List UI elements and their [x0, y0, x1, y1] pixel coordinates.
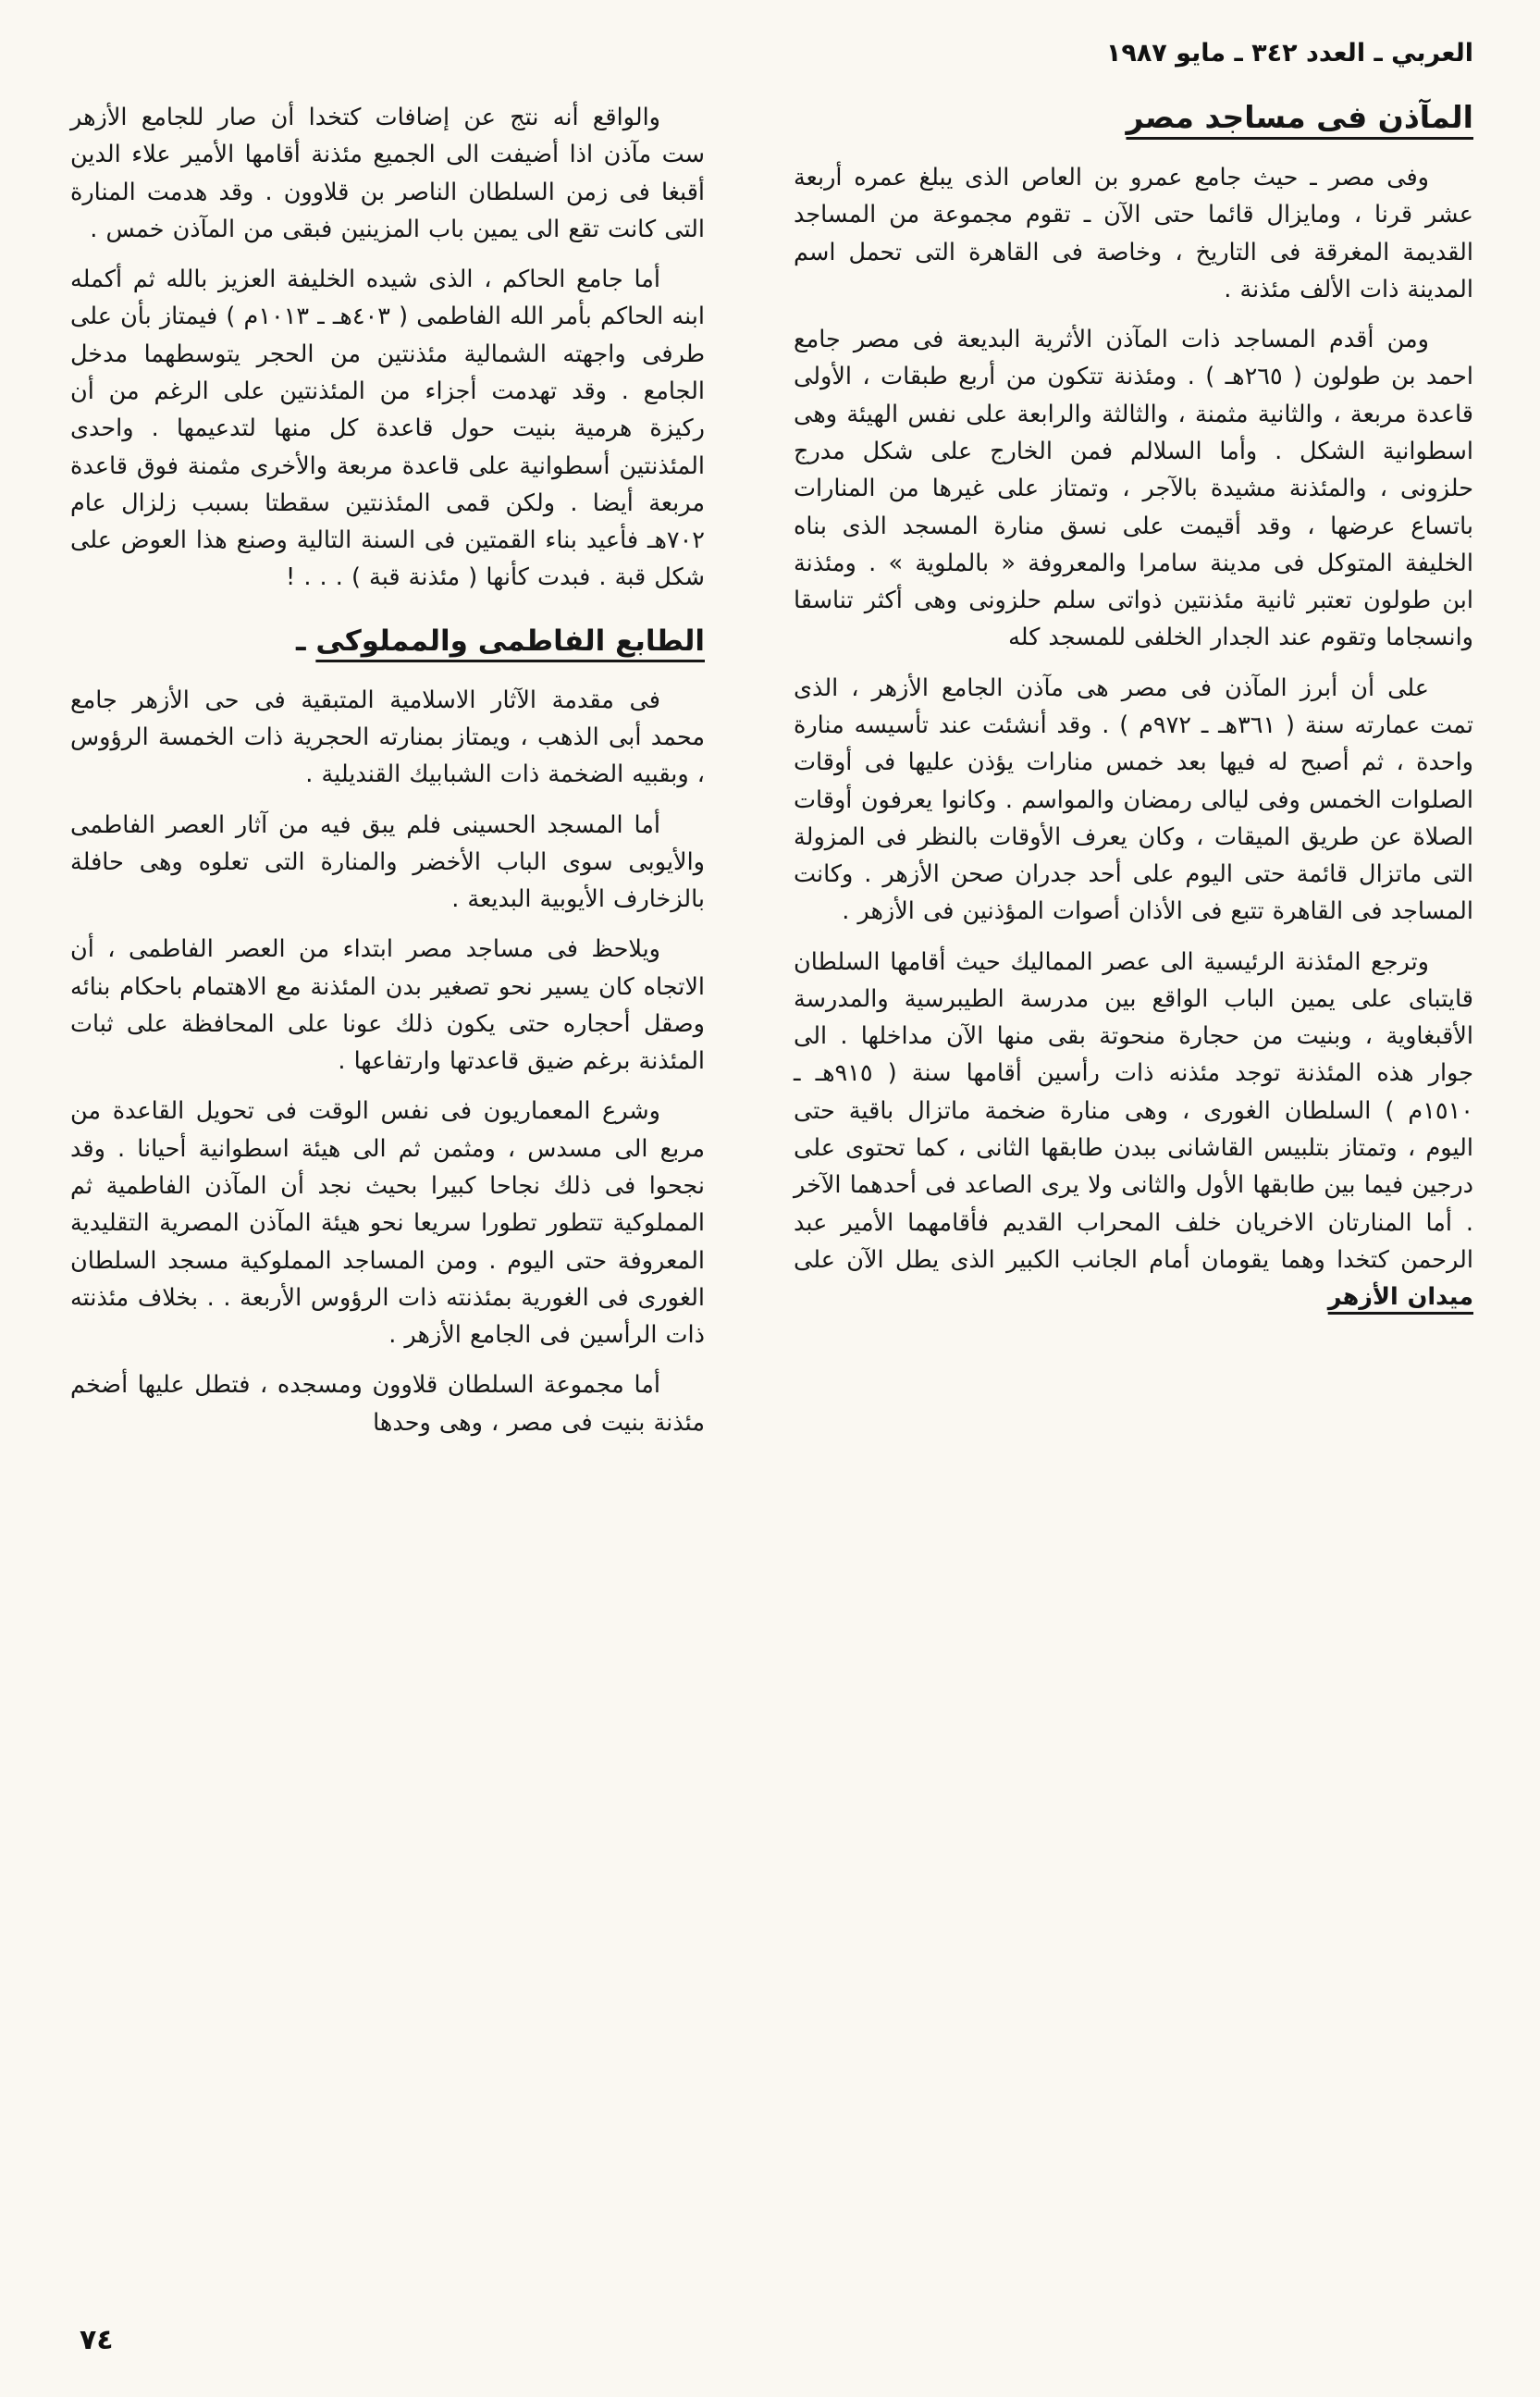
- column-right: [794, 99, 1473, 1328]
- paragraph: فى مقدمة الآثار الاسلامية المتبقية فى حى الأزهر جامع محمد أبى الذهب ، ويمتاز بمنارته الحجرية ذات الخمسة الرؤوس ، وبقبيه الضخمة ذات الشبابيك القنديلية .: [70, 686, 705, 789]
- paragraph: والواقع أنه نتج عن إضافات كتخدا أن صار للجامع الأزهر ست مآذن اذا أضيفت الى الجميع مئذنة أقامها الأمير علاء الدين أقبغا فى زمن السلطان الناصر بن قلاوون . وقد هدمت المنارة التى كانت تقع الى يمين باب المزينين فبقى من المآذن خمس .: [70, 104, 705, 243]
- paragraph: ويلاحظ فى مساجد مصر ابتداء من العصر الفاطمى ، أن الاتجاه كان يسير نحو تصغير بدن المئذنة مع الاهتمام باحكام بنائه وصقل أحجاره حتى يكون ذلك عونا على المحافظة على ثبات المئذنة برغم ضيق قاعدتها وارتفاعها .: [70, 935, 705, 1076]
- section-subheading: [70, 624, 705, 658]
- article-columns: [65, 99, 1473, 1454]
- emphasized-text: ميدان الأزهر: [1327, 1283, 1473, 1312]
- subheading-text: الطابع الفاطمى والمملوكى: [315, 624, 705, 658]
- paragraph: وشرع المعماريون فى نفس الوقت فى تحويل القاعدة من مربع الى مسدس ، ومثمن ثم الى هيئة اسطوانية أحيانا . وقد نجحوا فى ذلك نجاحا كبيرا بحيث نجد أن المآذن الفاطمية ثم المملوكية تتطور تطورا سريعا نحو هيئة المآذن المصرية التقليدية المعروفة حتى اليوم . ومن المساجد المملوكية مسجد السلطان الغورى فى الغورية بمئذنته ذات الرؤوس الأربعة . . بخلاف مئذنته ذات الرأسين فى الجامع الأزهر .: [70, 1097, 705, 1350]
- paragraph: وفى مصر ـ حيث جامع عمرو بن العاص الذى يبلغ عمره أربعة عشر قرنا ، ومايزال قائما حتى الآن ـ تقوم مجموعة من المساجد القديمة المغرقة فى التاريخ ، وخاصة فى القاهرة التى تحمل اسم المدينة ذات الألف مئذنة .: [794, 164, 1473, 303]
- column-left: [70, 99, 705, 1454]
- paragraph: [794, 944, 1473, 1316]
- page-title: المآذن فى مساجد مصر: [1126, 99, 1473, 135]
- paragraph: أما المسجد الحسينى فلم يبق فيه من آثار العصر الفاطمى والأيوبى سوى الباب الأخضر والمنارة التى تعلوه وهى حافلة بالزخارف الأيوبية البديعة .: [70, 810, 705, 914]
- paragraph: على أن أبرز المآذن فى مصر هى مآذن الجامع الأزهر ، الذى تمت عمارته سنة ( ٣٦١هـ ـ ٩٧٢م ) . وقد أنشئت عند تأسيسه منارة واحدة ، ثم أصبح له فيها بعد خمس منارات يؤذن عليها فى أوقات الصلوات الخمس وفى ليالى رمضان والمواسم . وكانوا يعرفون أوقات الصلاة عن طريق الميقات ، وكان يعرف الأوقات بالنظر فى المزولة التى ماتزال قائمة حتى اليوم على أحد جدران صحن الأزهر . وكانت المساجد فى القاهرة تتبع فى الأذان أصوات المؤذنين فى الأزهر .: [794, 673, 1474, 926]
- paragraph: ومن أقدم المساجد ذات المآذن الأثرية البديعة فى مصر جامع احمد بن طولون ( ٢٦٥هـ ) . ومئذنة تتكون من أربع طبقات ، الأولى قاعدة مربعة ، والثانية مثمنة ، والثالثة والرابعة على نفس الهيئة وهى اسطوانية الشكل . وأما السلالم فمن الخارج على شكل مدرج حلزونى ، والمئذنة مشيدة بالآجر ، وتمتاز على غيرها من المنارات باتساع عرضها ، وقد أقيمت على نسق منارة المسجد الذى بناه الخليفة المتوكل فى مدينة سامرا والمعروفة « بالملوية » . ومئذنة ابن طولون تعتبر ثانية مئذنتين ذواتى سلم حلزونى وهى أكثر تناسقا وانسجاما وتقوم عند الجدار الخلفى للمسجد كله: [794, 326, 1473, 652]
- subheading-dash: ـ: [295, 624, 306, 658]
- paragraph: أما مجموعة السلطان قلاوون ومسجده ، فتطل عليها أضخم مئذنة بنيت فى مصر ، وهى وحدها: [70, 1371, 705, 1437]
- paragraph: أما جامع الحاكم ، الذى شيده الخليفة العزيز بالله ثم أكمله ابنه الحاكم بأمر الله الفاطمى ( ٤٠٣هـ ـ ١٠١٣م ) فيمتاز بأن على طرفى واجهته الشمالية مئذنتين من الحجر يتوسطهما مدخل الجامع . وقد تهدمت أجزاء من المئذنتين على الرغم من أن ركيزة هرمية بنيت حول قاعدة كل منها لتدعيمها . واحدى المئذنتين أسطوانية على قاعدة مربعة والأخرى مثمنة فوق قاعدة مربعة أيضا . ولكن قمى المئذنتين سقطتا بسبب زلزال عام ٧٠٢هـ فأعيد بناء القمتين فى السنة التالية وصنع هذا العوض على شكل قبة . فبدت كأنها ( مئذنة قبة ) . . . !: [70, 266, 705, 592]
- paragraph-text: وترجع المئذنة الرئيسية الى عصر المماليك حيث أقامها السلطان قايتباى على يمين الباب الواقع بين مدرسة الطيبرسية والمدرسة الأقبغاوية ، وبنيت من حجارة منحوتة بقى منها الآن مداخلها . الى جوار هذه المئذنة توجد مئذنه ذات رأسين أقامها سنة ( ٩١٥هـ ـ ١٥١٠م ) السلطان الغورى ، وهى منارة ضخمة ماتزال باقية حتى اليوم ، وتمتاز بتلبيس القاشانى ببدن طابقها الثانى ، كما تحتوى على درجين فيما بين طابقها الأول والثانى ولا يرى الصاعد فى أحدهما الآخر . أما المنارتان الاخريان خلف المحراب القديم فأقامهما الأمير عبد الرحمن كتخدا وهما يقومان أمام الجانب الكبير الذى يطل الآن على: [794, 947, 1473, 1274]
- magazine-header: العربي ـ العدد ٣٤٢ ـ مايو ١٩٨٧: [1105, 39, 1473, 68]
- page-number: ٧٤: [80, 2324, 114, 2356]
